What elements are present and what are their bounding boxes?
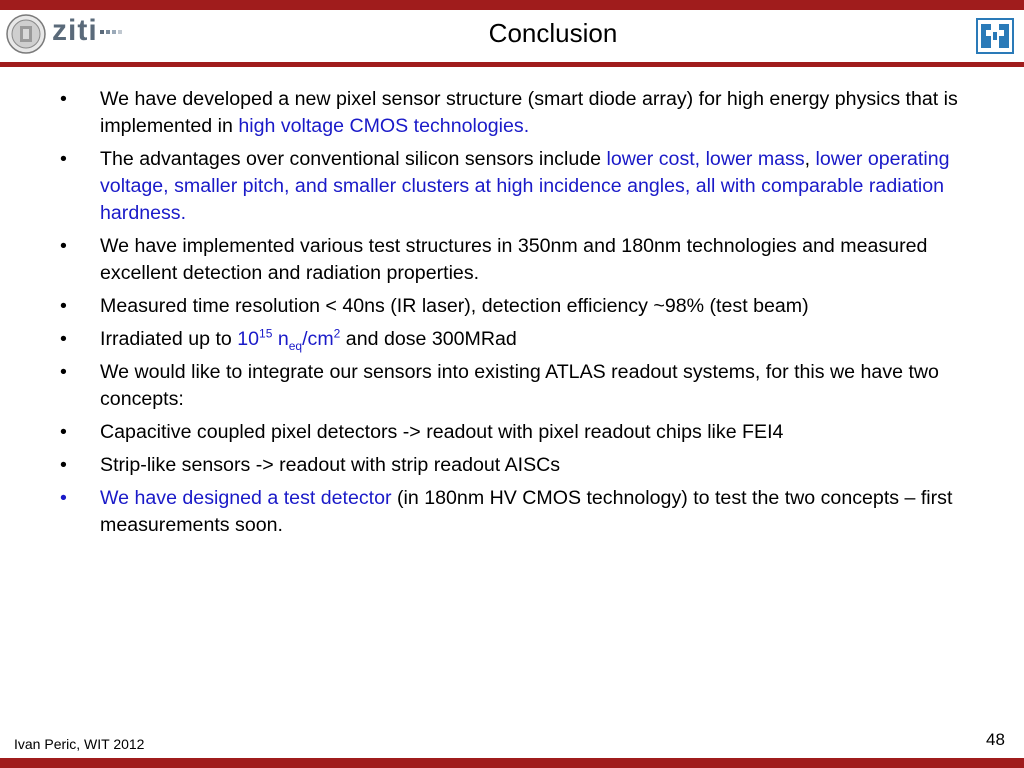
highlighted-text: 10 — [237, 328, 260, 350]
bullet-item — [60, 452, 965, 479]
bullet-marker: • — [60, 88, 67, 110]
bullet-text: , — [804, 148, 816, 170]
bullet-item — [60, 419, 965, 446]
bottom-border-bar — [0, 758, 1024, 768]
highlighted-text: lower operating voltage, smaller pitch, and smaller clusters at high incidence angles, all with comparable radiation hardness. — [100, 148, 950, 224]
bullet-marker: • — [60, 421, 67, 443]
bullet-item — [60, 293, 965, 320]
bullet-text: Strip-like sensors -> readout with strip readout AISCs — [100, 454, 561, 476]
bullet-text: We have implemented various test structures in 350nm and 180nm technologies and measured excellent detection and radiation properties. — [100, 235, 928, 284]
bullet-text: The advantages over conventional silicon sensors include — [100, 148, 607, 170]
bullet-marker: • — [60, 328, 67, 350]
bullet-marker: • — [60, 295, 67, 317]
bullet-text: Measured time resolution < 40ns (IR laser), detection efficiency ~98% (test beam) — [100, 295, 809, 317]
bullet-text: and dose 300MRad — [340, 328, 517, 350]
slide-title: Conclusion — [488, 18, 618, 48]
bullet-text: Irradiated up to — [100, 328, 238, 350]
bullet-text: We would like to integrate our sensors into existing ATLAS readout systems, for this we have two concepts: — [100, 361, 939, 410]
header-divider — [0, 62, 1024, 67]
bullet-text: We have developed a new pixel sensor structure (smart diode array) for high energy physics that is implemented in — [100, 88, 958, 137]
bullet-item — [60, 485, 965, 539]
highlighted-text: lower cost, lower mass — [606, 148, 805, 170]
bullet-marker: • — [60, 361, 67, 383]
highlighted-text: high voltage CMOS technologies. — [238, 115, 530, 137]
footer-author: Ivan Peric, WIT 2012 — [14, 736, 145, 752]
bullet-text: Capacitive coupled pixel detectors -> readout with pixel readout chips like FEI4 — [100, 421, 784, 443]
bullet-item — [60, 146, 965, 227]
highlighted-text: eq — [288, 338, 303, 353]
highlighted-text: 15 — [259, 326, 273, 341]
ziti-logo-text: ziti — [52, 14, 98, 47]
bullet-item — [60, 359, 965, 413]
highlighted-text: We have designed a test detector — [100, 487, 392, 509]
bullet-item — [60, 326, 965, 353]
bullet-marker: • — [60, 235, 67, 257]
bullet-marker: • — [60, 148, 67, 170]
top-border-bar — [0, 0, 1024, 10]
bullet-marker: • — [60, 487, 67, 509]
highlighted-text: 2 — [333, 326, 341, 341]
bullet-item — [60, 233, 965, 287]
page-number: 48 — [986, 730, 1005, 749]
bullet-item — [60, 86, 965, 140]
bullet-marker: • — [60, 454, 67, 476]
bullet-text: (in 180nm HV CMOS technology) to test the two concepts – first measurements soon. — [100, 487, 953, 536]
highlighted-text: n — [272, 328, 289, 350]
bullet-list — [60, 86, 965, 545]
highlighted-text: /cm — [302, 328, 334, 350]
